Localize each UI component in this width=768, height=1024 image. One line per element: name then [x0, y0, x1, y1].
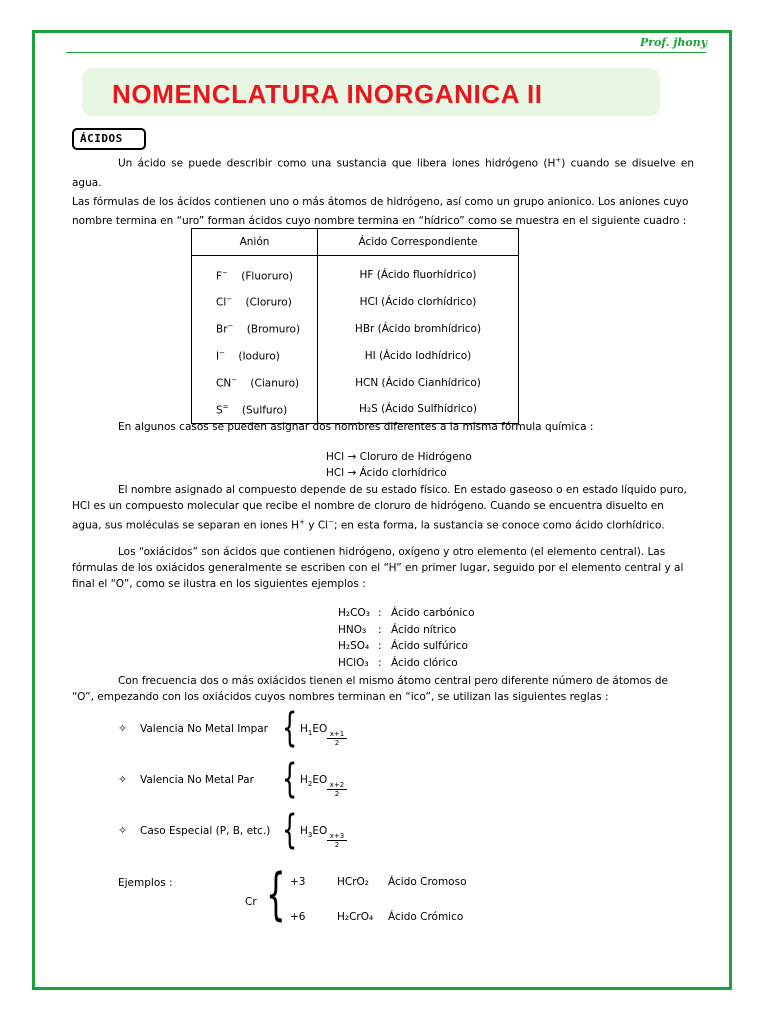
- anion-table: [191, 228, 519, 424]
- acid-cell: HF (Ácido fluorhídrico): [318, 256, 519, 289]
- cr-formula: H₂CrO₄: [337, 911, 374, 923]
- table-row: [192, 256, 519, 289]
- acid-cell: H₂S (Ácido Sulfhídrico): [318, 396, 519, 423]
- rule-fraction: $\frac{x+3}{2}$: [327, 832, 347, 849]
- oxo-colon: :: [378, 640, 382, 652]
- section-label: ÁCIDOS: [80, 132, 123, 145]
- intro-paragraph: [72, 151, 694, 231]
- rules-intro-line-2: “O”, empezando con los oxiácidos cuyos nombres terminan en “ico”, se utilizan las siguientes reglas :: [72, 691, 609, 703]
- rule-fraction: $\frac{x+1}{2}$: [327, 730, 347, 747]
- cr-valence: +6: [290, 911, 306, 923]
- table-header-anion: Anión: [192, 229, 318, 256]
- state-line-3a: agua, sus moléculas se separan en iones H: [72, 519, 300, 532]
- rules-intro: [72, 673, 694, 705]
- author-label: Prof. jhony: [640, 36, 708, 49]
- rule-formula: $H_1EO$: [300, 723, 328, 738]
- intro-line-3: nombre termina en “uro” forman ácidos cuyo nombre termina en “hídrico” como se muestra en el siguiente cuadro :: [72, 214, 687, 227]
- oxo-name: Ácido nítrico: [391, 623, 457, 636]
- anion-cell: S= (Sulfuro): [192, 396, 318, 423]
- rule-brace: {: [282, 807, 298, 853]
- diamond-bullet-icon: ✧: [118, 773, 128, 786]
- oxo-colon: :: [378, 623, 382, 636]
- examples-element: Cr: [245, 896, 257, 908]
- oxo-formula: HNO₃: [338, 623, 367, 636]
- rule-brace: {: [282, 705, 298, 751]
- oxo-formula: H₂CO₃: [338, 607, 370, 619]
- table-row: [192, 396, 519, 423]
- names-example-2: HCl → Ácido clorhídrico: [326, 467, 447, 479]
- intro-line-2: Las fórmulas de los ácidos contienen uno o más átomos de hidrógeno, así como un grupo anionico. Los aniones cuyo: [72, 195, 689, 208]
- anion-cell: CN− (Cianuro): [192, 369, 318, 396]
- anion-cell: I− (Ioduro): [192, 342, 318, 369]
- rule-formula: $H_3EO$: [300, 825, 328, 840]
- oxo-formula: H₂SO₄: [338, 640, 370, 652]
- examples-label: Ejemplos :: [118, 877, 173, 889]
- oxo-colon: :: [378, 607, 382, 619]
- oxo-line-3: final el “O”, como se ilustra en los siguientes ejemplos :: [72, 578, 366, 590]
- rule-label: Valencia No Metal Par: [140, 774, 254, 786]
- anion-cell: Br− (Bromuro): [192, 316, 318, 343]
- cr-formula: HCrO₂: [337, 876, 370, 888]
- header-rule: [66, 52, 706, 53]
- anion-cell: Cl− (Cloruro): [192, 289, 318, 316]
- oxo-formula: HClO₃: [338, 656, 369, 669]
- state-paragraph: El nombre asignado al compuesto depende de su estado físico. En estado gaseoso o en estado líquido puro, HCl es un compuesto molecular que recibe el nombre de cloruro de hidrógeno. Cuando se encuentra disuelto en agua, sus moléculas se separan en iones H+ y Cl−; en esta forma, la sustancia se conoce como ácido clorhídrico.: [72, 484, 687, 532]
- table-row: [192, 316, 519, 343]
- oxo-colon: :: [378, 656, 382, 669]
- oxo-name: Ácido clórico: [391, 656, 458, 669]
- rule-label: Valencia No Metal Impar: [140, 723, 268, 735]
- acid-cell: HCN (Ácido Cianhídrico): [318, 369, 519, 396]
- diamond-bullet-icon: ✧: [118, 824, 128, 837]
- acid-cell: HBr (Ácido bromhídrico): [318, 316, 519, 343]
- intro-line-1-end: ) cuando se disuelve en agua.: [72, 157, 694, 189]
- names-example-1: HCl → Cloruro de Hidrógeno: [326, 451, 472, 463]
- oxo-paragraph: [72, 544, 694, 592]
- oxo-name: Ácido sulfúrico: [391, 640, 468, 652]
- acid-cell: HCl (Ácido clorhídrico): [318, 289, 519, 316]
- oxo-line-2: fórmulas de los oxiácidos generalmente se escriben con el “H” en primer lugar, seguido por el elemento central y al: [72, 562, 684, 574]
- table-header-acid: Ácido Correspondiente: [318, 229, 519, 256]
- rule-fraction: $\frac{x+2}{2}$: [327, 781, 347, 798]
- table-row: [192, 289, 519, 316]
- rule-brace: {: [282, 756, 298, 802]
- state-line-1: El nombre asignado al compuesto depende de su estado físico. En estado gaseoso o en estado líquido puro,: [118, 484, 687, 496]
- oxo-line-1: Los “oxiácidos” son ácidos que contienen hidrógeno, oxígeno y otro elemento (el elemento central). Las: [118, 546, 666, 558]
- cr-name: Ácido Crómico: [388, 911, 464, 923]
- diamond-bullet-icon: ✧: [118, 722, 128, 735]
- intro-sup: +: [555, 156, 562, 164]
- page-title: NOMENCLATURA INORGANICA II: [112, 79, 543, 109]
- cr-valence: +3: [290, 876, 306, 888]
- state-line-2: HCl es un compuesto molecular que recibe el nombre de cloruro de hidrógeno. Cuando se encuentra disuelto en: [72, 500, 664, 512]
- oxo-name: Ácido carbónico: [391, 607, 475, 619]
- examples-brace: {: [266, 862, 286, 927]
- anion-cell: F− (Fluoruro): [192, 256, 318, 289]
- cr-name: Ácido Cromoso: [388, 876, 467, 888]
- rules-intro-line-1: Con frecuencia dos o más oxiácidos tienen el mismo átomo central pero diferente número de átomos de: [118, 675, 668, 687]
- rule-formula: $H_2EO$: [300, 774, 328, 789]
- names-intro: En algunos casos se pueden asignar dos nombres diferentes a la misma fórmula química :: [118, 421, 594, 433]
- acid-cell: HI (Ácido Iodhídrico): [318, 342, 519, 369]
- table-row: [192, 369, 519, 396]
- intro-line-1: Un ácido se puede describir como una sustancia que libera iones hidrógeno (H: [118, 157, 556, 170]
- table-row: [192, 342, 519, 369]
- rule-label: Caso Especial (P, B, etc.): [140, 825, 271, 837]
